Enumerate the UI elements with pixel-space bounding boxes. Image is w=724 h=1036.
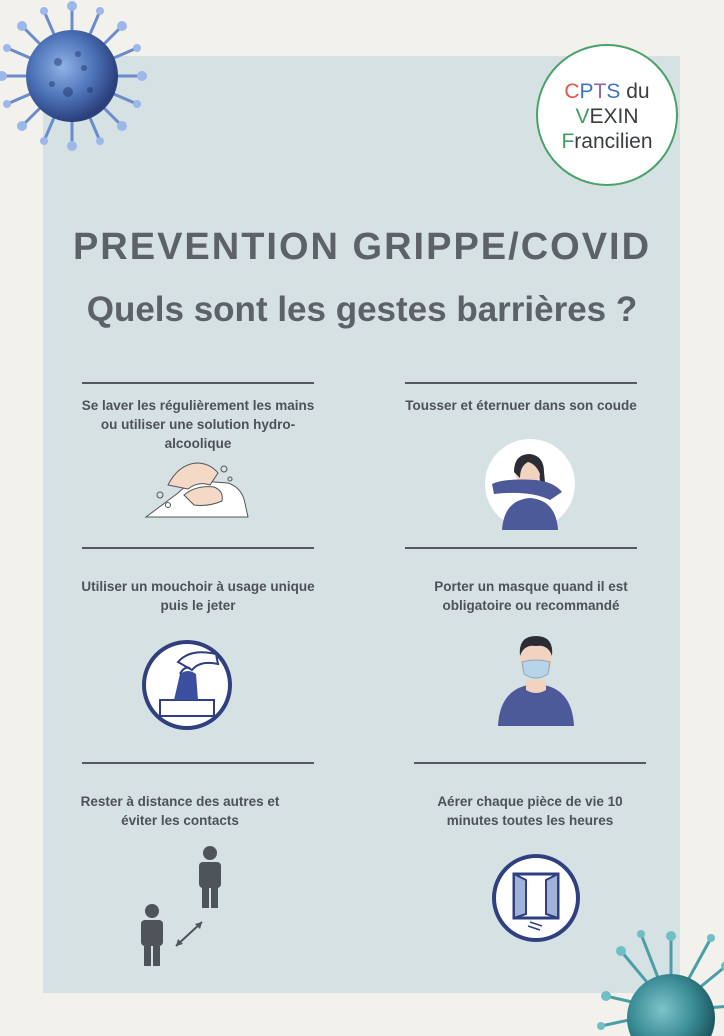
gesture-caption-tissue: Utiliser un mouchoir à usage unique puis le jeter: [81, 579, 315, 613]
gesture-caption-distance: Rester à distance des autres et éviter les contacts: [80, 794, 280, 828]
gesture-caption-handwashing: Se laver les régulièrement les mains ou utiliser une solution hydro-alcoolique: [81, 398, 315, 451]
gesture-caption-ventilation: Aérer chaque pièce de vie 10 minutes toutes les heures: [437, 794, 623, 828]
divider: [82, 762, 314, 764]
open-window-icon: [490, 852, 582, 944]
virus-icon: [596, 926, 724, 1036]
logo-line-1: CPTS du: [564, 80, 650, 103]
divider: [405, 382, 637, 384]
divider: [405, 547, 637, 549]
virus-icon: [0, 0, 152, 156]
divider: [82, 547, 314, 549]
cpts-logo: [536, 44, 678, 186]
social-distance-icon: [136, 842, 228, 970]
tissue-box-icon: [140, 638, 234, 732]
divider: [82, 382, 314, 384]
divider: [414, 762, 646, 764]
gesture-caption-mask: Porter un masque quand il est obligatoire ou recommandé: [434, 579, 628, 613]
page-subtitle: Quels sont les gestes barrières ?: [86, 290, 638, 329]
logo-line-3: Francilien: [561, 130, 653, 153]
page-title: PREVENTION GRIPPE/COVID: [72, 226, 652, 268]
logo-line-2: VEXIN: [575, 105, 639, 128]
hand-washing-icon: [138, 455, 254, 523]
gesture-caption-cough: Tousser et éternuer dans son coude: [405, 398, 637, 413]
masked-person-icon: [496, 630, 576, 726]
coughing-person-icon: [484, 438, 576, 530]
